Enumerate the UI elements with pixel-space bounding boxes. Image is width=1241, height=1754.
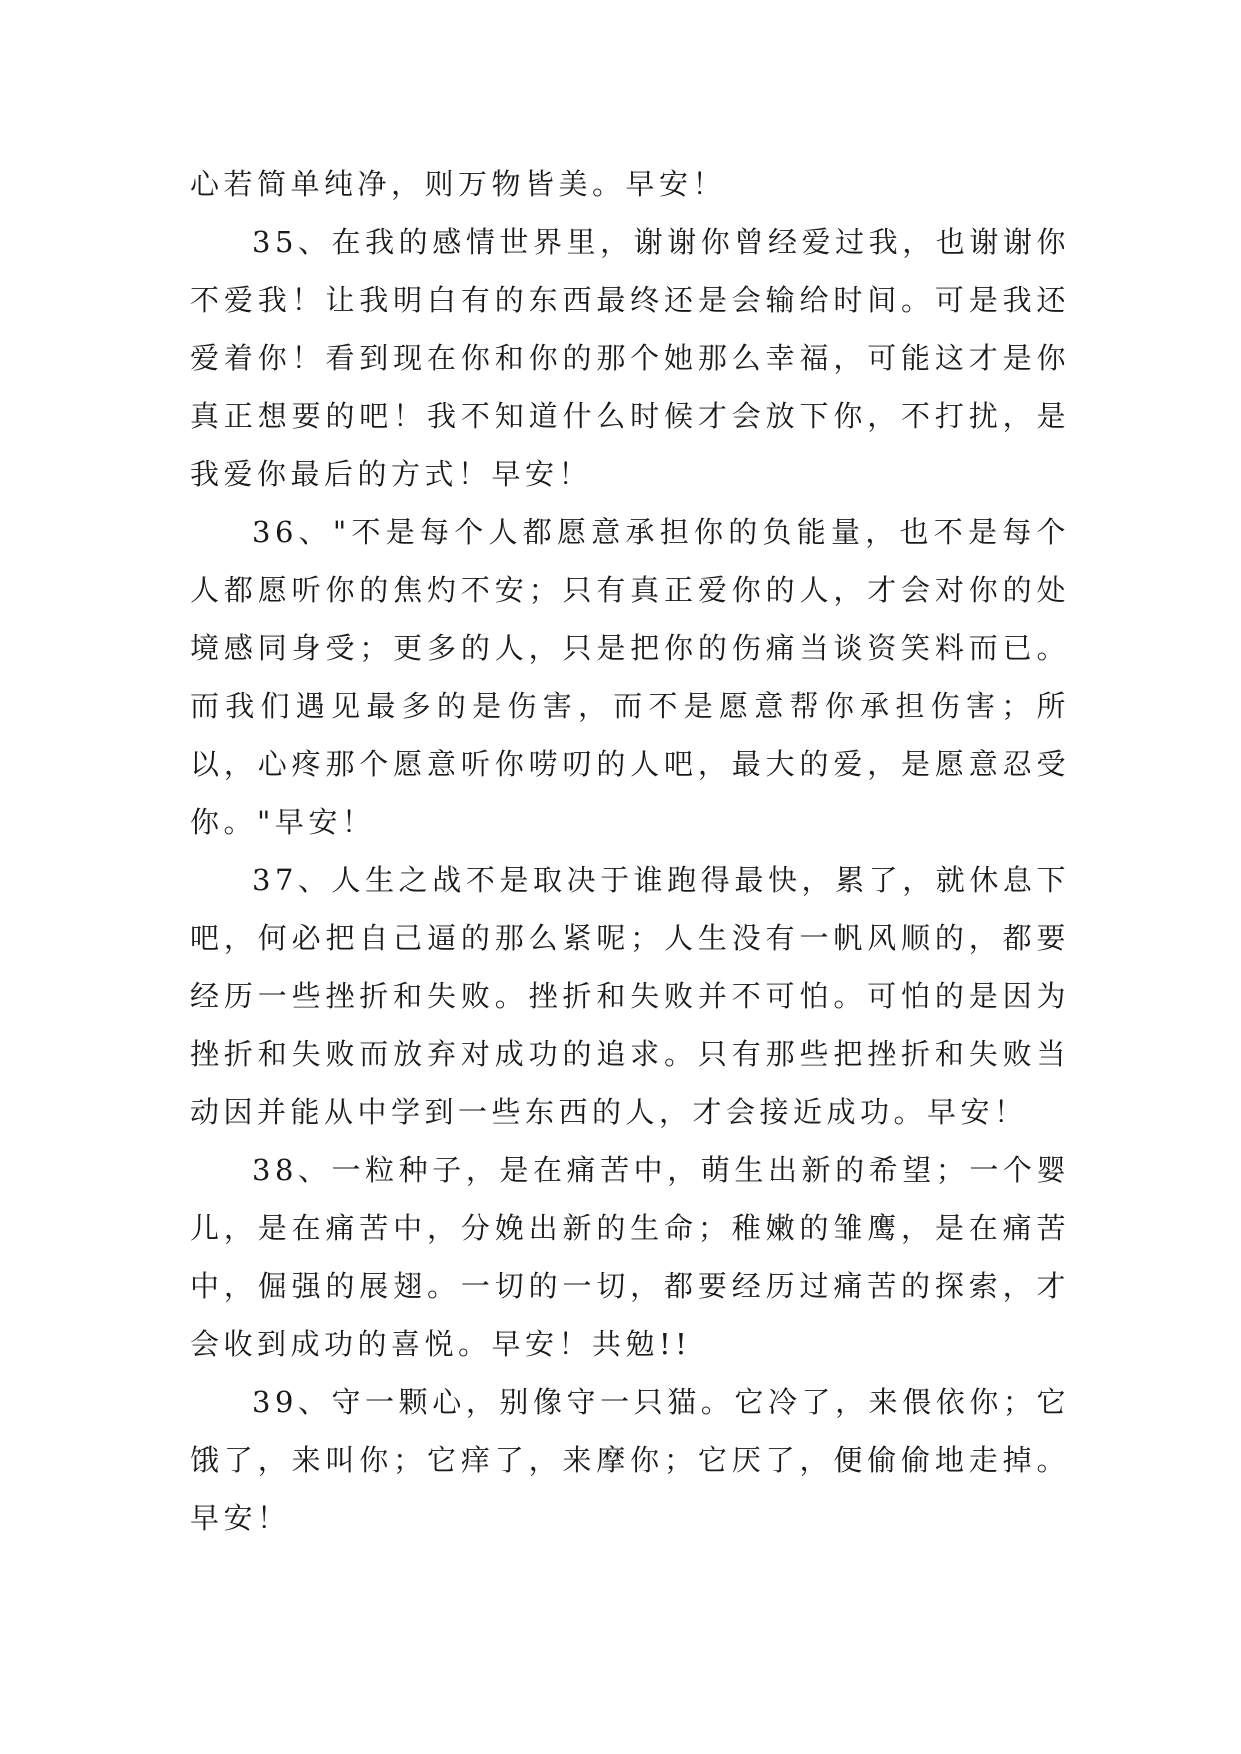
paragraph-39: 39、守一颗心，别像守一只猫。它冷了，来偎依你；它饿了，来叫你；它痒了，来摩你；它厌了，便偷偷地走掉。早安！: [190, 1385, 1070, 1535]
paragraph-36: 36、"不是每个人都愿意承担你的负能量，也不是每个人都愿听你的焦灼不安；只有真正爱你的人，才会对你的处境感同身受；更多的人，只是把你的伤痛当谈资笑料而已。而我们遇见最多的是伤害，而不是愿意帮你承担伤害；所以，心疼那个愿意听你唠叨的人吧，最大的爱，是愿意忍受你。"早安！: [190, 515, 1070, 839]
paragraph-38: 38、一粒种子，是在痛苦中，萌生出新的希望；一个婴儿，是在痛苦中，分娩出新的生命；稚嫩的雏鹰，是在痛苦中，倔强的展翅。一切的一切，都要经历过痛苦的探索，才会收到成功的喜悦。早安！共勉!!: [190, 1153, 1070, 1361]
paragraph-continuation: 心若简单纯净，则万物皆美。早安！: [190, 167, 727, 201]
document-body: [190, 155, 1070, 1547]
paragraph-37: 37、人生之战不是取决于谁跑得最快，累了，就休息下吧，何必把自己逼的那么紧呢；人生没有一帆风顺的，都要经历一些挫折和失败。挫折和失败并不可怕。可怕的是因为挫折和失败而放弃对成功的追求。只有那些把挫折和失败当动因并能从中学到一些东西的人，才会接近成功。早安！: [190, 863, 1070, 1129]
paragraph-35: 35、在我的感情世界里，谢谢你曾经爱过我，也谢谢你不爱我！让我明白有的东西最终还是会输给时间。可是我还爱着你！看到现在你和你的那个她那么幸福，可能这才是你真正想要的吧！我不知道什么时候才会放下你，不打扰，是我爱你最后的方式！早安！: [190, 225, 1070, 491]
